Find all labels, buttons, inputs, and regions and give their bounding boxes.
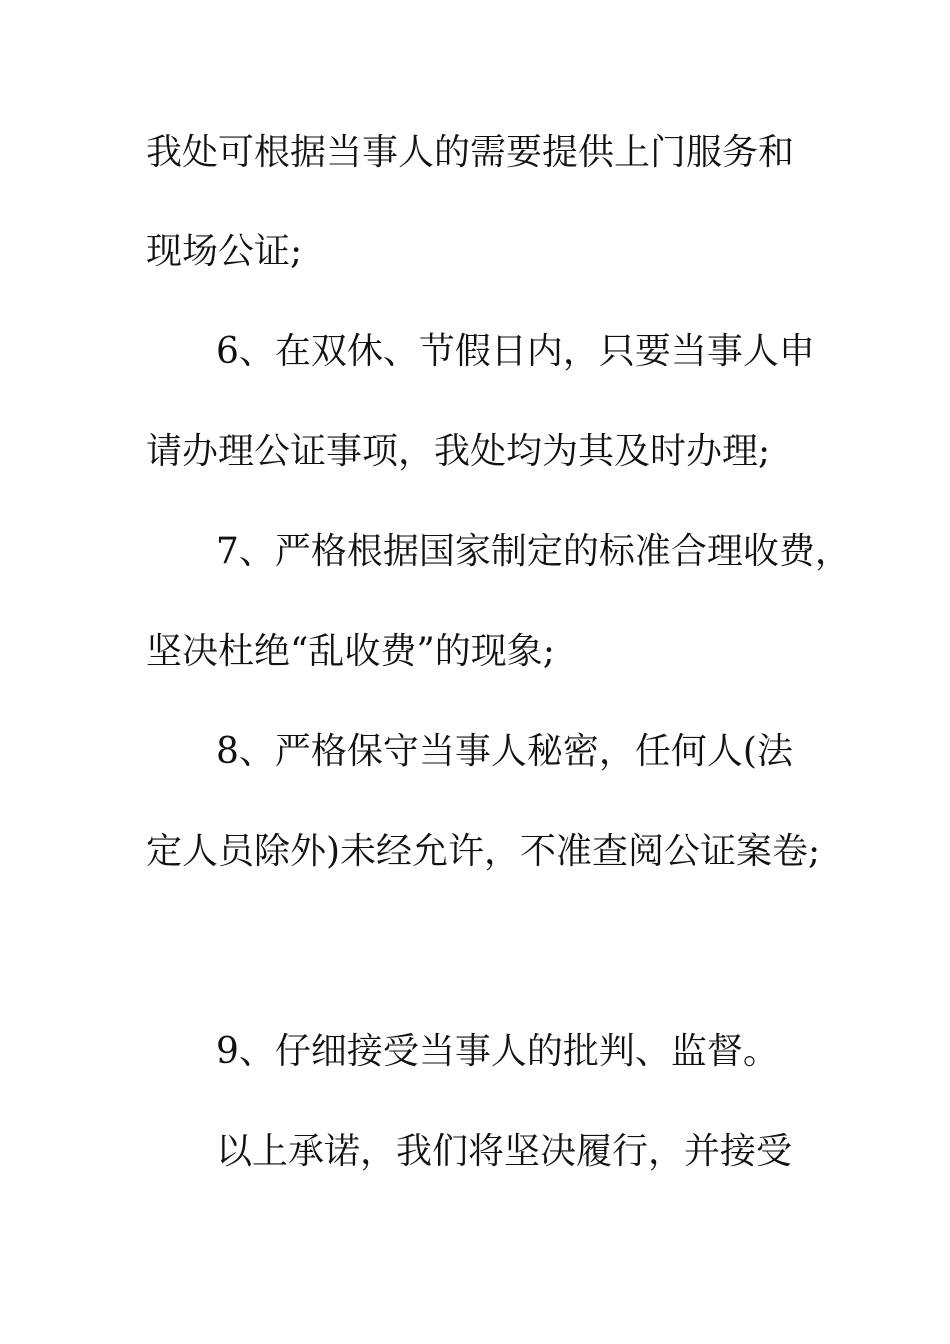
text-line: 我处可根据当事人的需要提供上门服务和 [146,132,795,173]
text-line: 定人员除外)未经允许，不准查阅公证案卷; [146,831,821,872]
text-line: 坚决杜绝“乱收费”的现象; [146,631,555,672]
text-line: 8、严格保守当事人秘密，任何人(法 [216,731,793,772]
text-line: 以上承诺，我们将坚决履行，并接受 [216,1131,793,1172]
text-line: 请办理公证事项，我处均为其及时办理; [146,431,771,472]
text-line: 9、仔细接受当事人的批判、监督。 [216,1031,779,1072]
text-line: 7、严格根据国家制定的标准合理收费， [216,531,851,572]
text-line: 现场公证; [146,231,303,272]
text-line: 6、在双休、节假日内，只要当事人申 [216,331,815,372]
